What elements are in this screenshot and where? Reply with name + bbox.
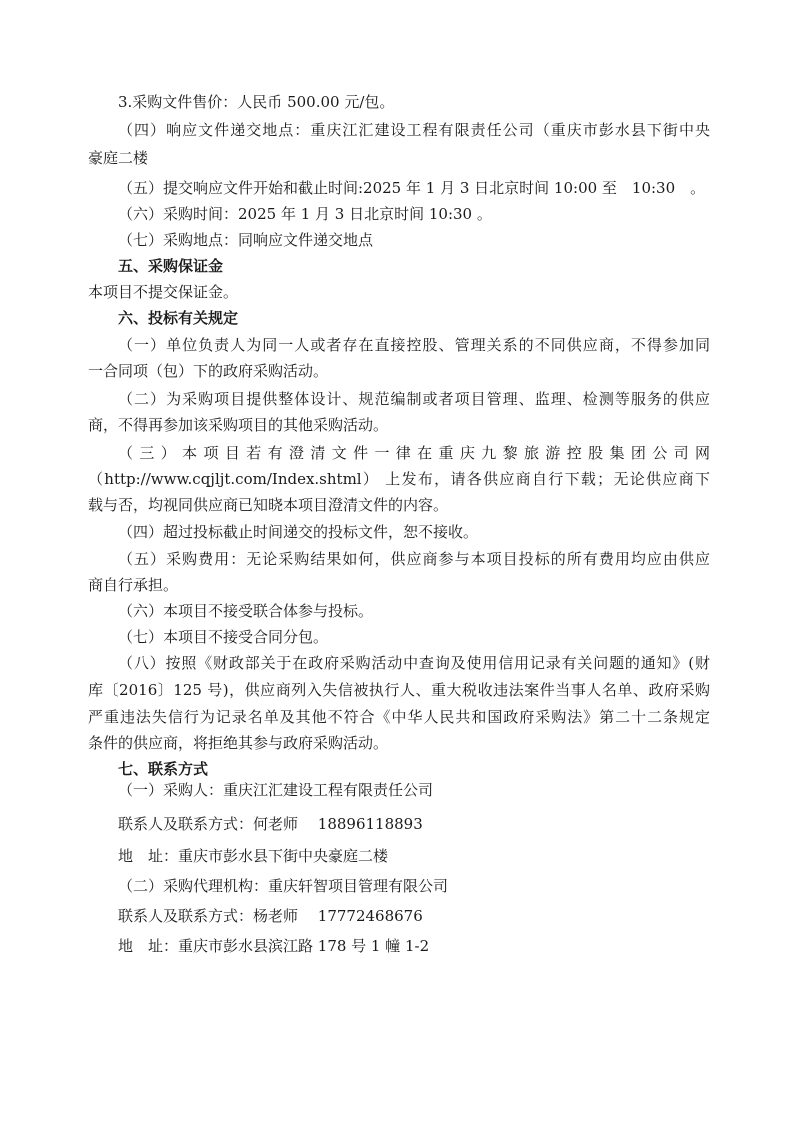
line-purchase-price: 3.采购文件售价：人民币 500.00 元/包。	[118, 93, 395, 111]
line-rule-7: （七）本项目不接受合同分包。	[118, 628, 329, 646]
line-purchaser: （一）采购人：重庆江汇建设工程有限责任公司	[118, 781, 434, 799]
line-submission-location-cont: 豪庭二楼	[88, 149, 149, 167]
section-heading-contact: 七、联系方式	[118, 760, 209, 778]
section-heading-deposit: 五、采购保证金	[118, 257, 224, 275]
line-rule-8-cont-3: 条件的供应商，将拒绝其参与政府采购活动。	[88, 734, 389, 752]
line-rule-5-cont: 商自行承担。	[88, 576, 179, 594]
line-rule-1: （一）单位负责人为同一人或者存在直接控股、管理关系的不同供应商，不得参加同	[118, 336, 710, 354]
line-submission-location: （四）响应文件递交地点：重庆江汇建设工程有限责任公司（重庆市彭水县下街中央	[118, 121, 710, 139]
line-purchaser-address: 地 址：重庆市彭水县下街中央豪庭二楼	[118, 847, 389, 865]
line-agency: （二）采购代理机构：重庆轩智项目管理有限公司	[118, 877, 449, 895]
line-rule-3-url: （http://www.cqjljt.com/Index.shtml） 上发布，请各供应商自行下载；无论供应商下	[88, 470, 710, 488]
line-purchaser-contact: 联系人及联系方式：何老师 18896118893	[118, 815, 423, 833]
line-purchase-location: （七）采购地点：同响应文件递交地点	[118, 231, 374, 249]
section-heading-rules: 六、投标有关规定	[118, 309, 239, 327]
line-rule-5: （五）采购费用：无论采购结果如何，供应商参与本项目投标的所有费用均应由供应	[118, 550, 710, 568]
line-rule-8: （八）按照《财政部关于在政府采购活动中查询及使用信用记录有关问题的通知》(财	[118, 654, 710, 672]
line-rule-8-cont-2: 严重违法失信行为记录名单及其他不符合《中华人民共和国政府采购法》第二十二条规定	[88, 708, 710, 726]
line-submission-time: （五）提交响应文件开始和截止时间:2025 年 1 月 3 日北京时间 10:00 至 10:30 。	[118, 179, 706, 197]
line-agency-address: 地 址：重庆市彭水县滨江路 178 号 1 幢 1-2	[118, 937, 430, 955]
line-rule-8-cont-1: 库〔2016〕125 号)，供应商列入失信被执行人、重大税收违法案件当事人名单、政府采购	[88, 681, 710, 699]
line-rule-2: （二）为采购项目提供整体设计、规范编制或者项目管理、监理、检测等服务的供应	[118, 390, 710, 408]
line-purchase-time: （六）采购时间：2025 年 1 月 3 日北京时间 10:30 。	[118, 205, 492, 223]
line-agency-contact: 联系人及联系方式：杨老师 17772468676	[118, 907, 423, 925]
line-deposit: 本项目不提交保证金。	[88, 283, 239, 301]
line-rule-2-cont: 商，不得再参加该采购项目的其他采购活动。	[88, 416, 389, 434]
line-rule-6: （六）本项目不接受联合体参与投标。	[118, 602, 374, 620]
line-rule-4: （四）超过投标截止时间递交的投标文件，恕不接收。	[118, 523, 479, 541]
line-rule-1-cont: 一合同项（包）下的政府采购活动。	[88, 362, 329, 380]
line-rule-3-cont: 载与否，均视同供应商已知晓本项目澄清文件的内容。	[88, 496, 449, 514]
line-rule-3: （三）本项目若有澄清文件一律在重庆九黎旅游控股集团公司网	[118, 444, 710, 462]
